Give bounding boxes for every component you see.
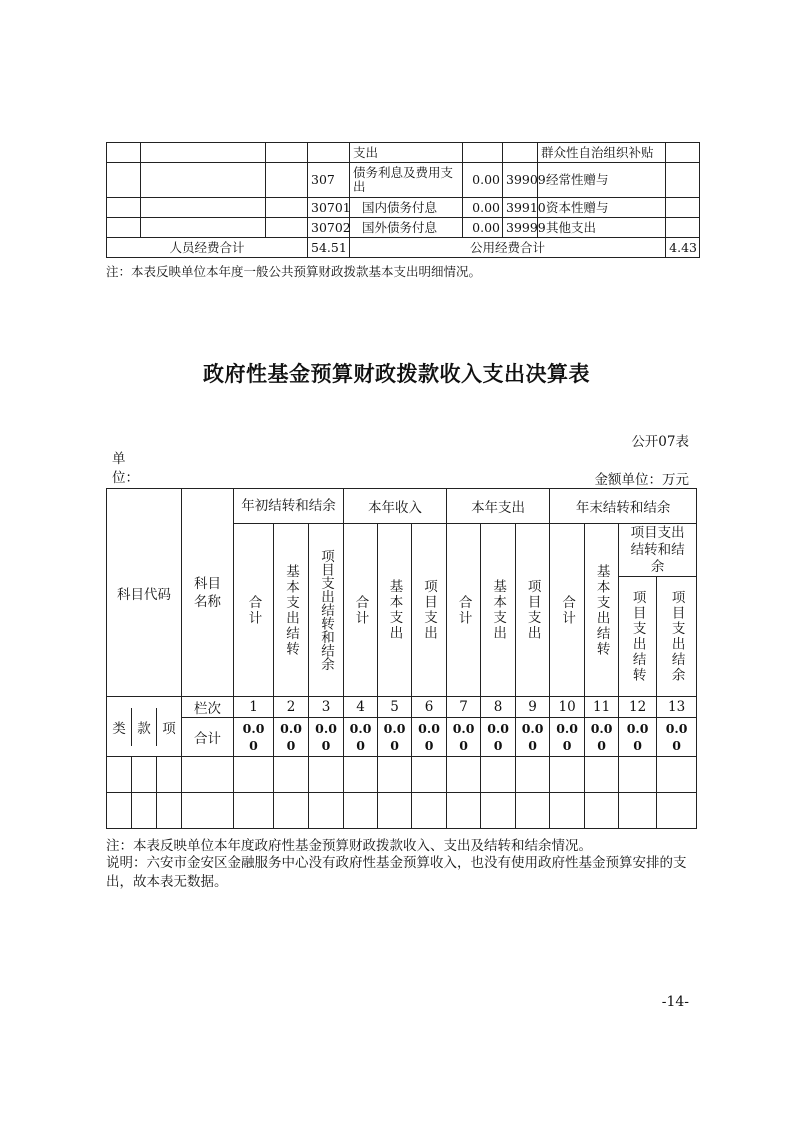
money-unit: 金额单位：万元 bbox=[594, 472, 689, 488]
page-number: -14- bbox=[661, 994, 689, 1010]
totals-row bbox=[107, 238, 700, 258]
personnel-total-label: 人员经费合计 bbox=[107, 238, 308, 258]
group-expense: 本年支出 bbox=[447, 489, 550, 524]
form-number: 公开07表 bbox=[631, 434, 689, 450]
table-row: 30701 国内债务付息 0.00 39910 资本性赠与 bbox=[107, 198, 700, 218]
public-total-value: 4.43 bbox=[666, 238, 700, 258]
unit-label: 单位： bbox=[112, 451, 139, 486]
subject-code-header: 科目代码 bbox=[107, 489, 182, 697]
table-row: 307 债务利息及费用支出 0.00 39909 经常性赠与 bbox=[107, 163, 700, 198]
public-total-label: 公用经费合计 bbox=[350, 238, 666, 258]
total-row: 合计 0.00 0.00 0.00 0.00 0.00 0.00 0.00 0.00 0.00 0.00 0.00 0.00 0.00 bbox=[107, 718, 697, 757]
explanation: 说明：六安市金安区金融服务中心没有政府性基金预算收入，也没有使用政府性基金预算安排的支出，故本表无数据。 bbox=[106, 855, 687, 890]
table-row: 30702 国外债务付息 0.00 39999 其他支出 bbox=[107, 218, 700, 238]
government-fund-table: 科目代码 科目名称 年初结转和结余 本年收入 本年支出 年末结转和结余 合计 基本支出结转 项目支出结转和结余 合计 基本支出 项目支出 合计 基本支出 项目支出 合计 基本支出结转 项目支出结转和结余 项目支出结转 项目支出结余 类 款 项 栏次 1 2 3 4 5 6 7 8 9 10 11 12 13 合计 0.00 0.00 0.00 0.00 0.00 0.00 0.00 0.00 0.00 0.00 0.00 0.00 0.00 bbox=[106, 488, 697, 829]
table-row: 支出 群众性自治组织补贴 bbox=[107, 143, 700, 163]
basic-expense-detail-table bbox=[106, 142, 700, 258]
table-note-2: 注：本表反映单位本年度政府性基金预算财政拨款收入、支出及结转和结余情况。 bbox=[106, 838, 592, 854]
group-income: 本年收入 bbox=[344, 489, 447, 524]
table-row bbox=[107, 757, 697, 793]
table-note: 注：本表反映单位本年度一般公共预算财政拨款基本支出明细情况。 bbox=[106, 264, 482, 279]
group-opening-balance: 年初结转和结余 bbox=[234, 489, 344, 524]
group-closing-balance: 年末结转和结余 bbox=[550, 489, 697, 524]
class-cells: 类 款 项 bbox=[107, 697, 182, 757]
subject-name-header: 科目名称 bbox=[182, 489, 234, 697]
sub-project-group: 项目支出结转和结余 bbox=[619, 524, 697, 577]
page-title: 政府性基金预算财政拨款收入支出决算表 bbox=[203, 362, 590, 386]
personnel-total-value: 54.51 bbox=[308, 238, 350, 258]
table-row bbox=[107, 793, 697, 829]
column-index-row: 类 款 项 栏次 1 2 3 4 5 6 7 8 9 10 11 12 13 bbox=[107, 697, 697, 718]
